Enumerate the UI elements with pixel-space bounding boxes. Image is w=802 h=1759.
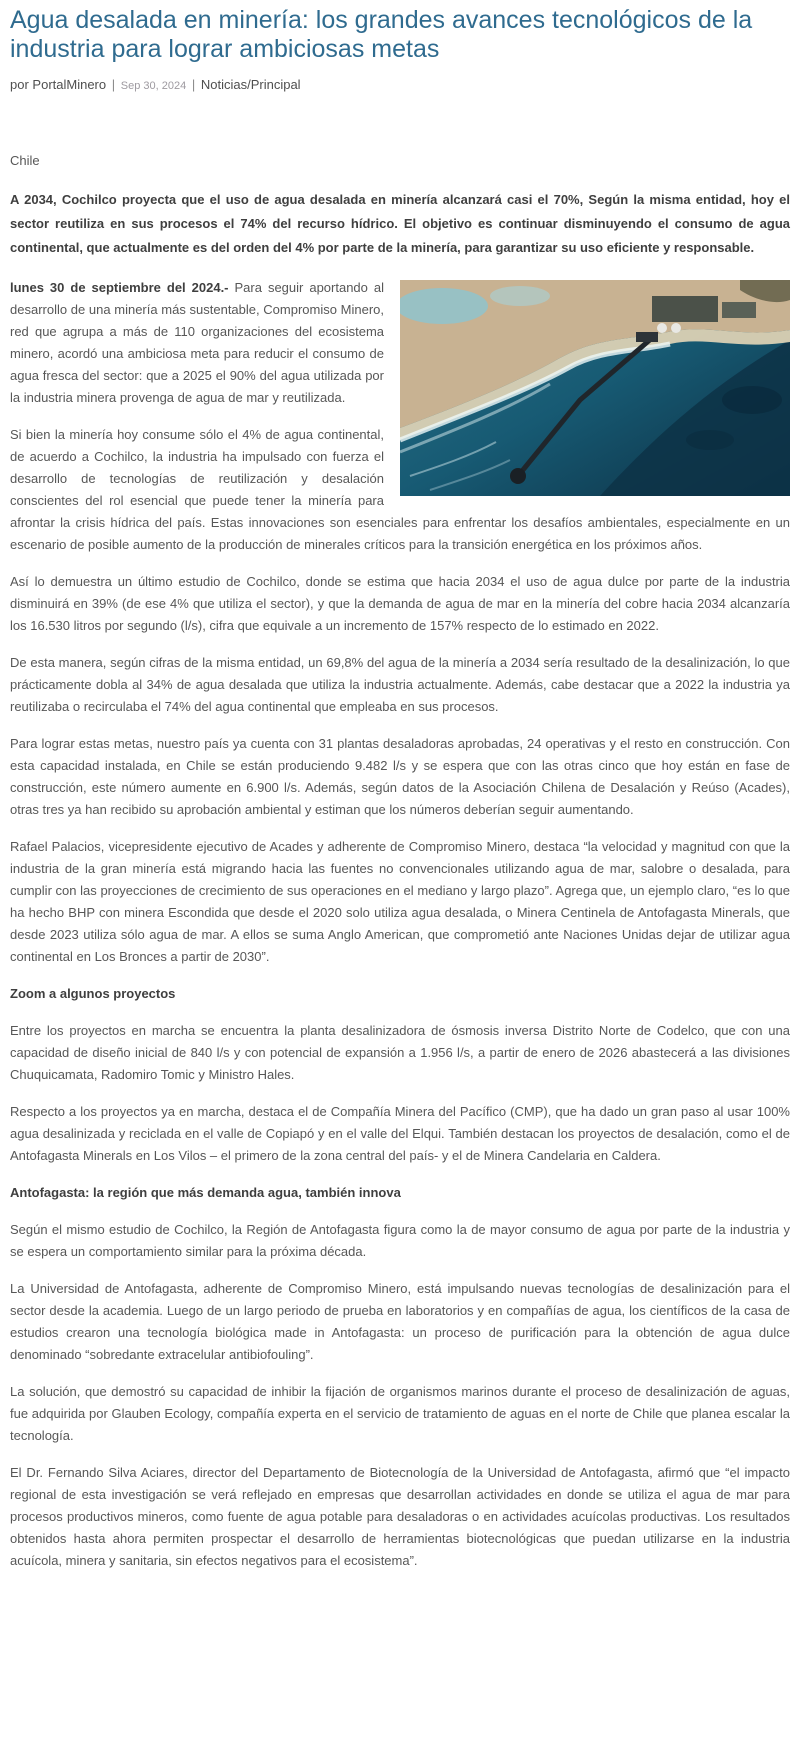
lead-paragraph: A 2034, Cochilco proyecta que el uso de agua desalada en minería alcanzará casi el 70%, Según la misma entidad, hoy el sector reutiliza en sus procesos el 74% del recurso hídrico. El objetivo es continuar disminuyendo el consumo de agua continental, que actualmente es del orden del 4% por parte de la minería, para garantizar su uso eficiente y responsable. <box>10 192 790 255</box>
paragraph: El Dr. Fernando Silva Aciares, director del Departamento de Biotecnología de la Universidad de Antofagasta, afirmó que “el impacto regional de esta investigación se verá reflejado en empresas que desarrollan actividades en donde se utiliza el agua de mar para procesos productivos mineros, como fuente de agua potable para desaladoras o en actividades acuícolas productivas. Los resultados obtenidos hasta ahora permiten prospectar el desarrollo de herramientas biotecnológicas que puedan utilizarse en la industria acuícola, minera y sanitaria, sin efectos negativos para el ecosistema”. <box>10 1465 790 1568</box>
category-link[interactable]: Noticias/Principal <box>200 77 301 92</box>
meta-separator: | <box>191 77 196 92</box>
paragraph: De esta manera, según cifras de la misma entidad, un 69,8% del agua de la minería a 2034 sería resultado de la desalinización, lo que prácticamente dobla al 34% de agua desalada que utiliza la industria actualmente. Además, cabe destacar que a 2022 la industria ya reutilizaba o recirculaba el 74% del agua continental que empleaba en sus procesos. <box>10 655 790 714</box>
location-label: Chile <box>10 153 40 168</box>
paragraph: La solución, que demostró su capacidad de inhibir la fijación de organismos marinos durante el proceso de desalinización de aguas, fue adquirida por Glauben Ecology, compañía experta en el servicio de tratamiento de aguas en el norte de Chile que planea escalar la tecnología. <box>10 1384 790 1443</box>
paragraph: Entre los proyectos en marcha se encuentra la planta desalinizadora de ósmosis inversa Distrito Norte de Codelco, que con una capacidad de diseño inicial de 840 l/s y con potencial de expansión a 1.956 l/s, a partir de enero de 2026 abastecerá a las divisiones Chuquicamata, Radomiro Tomic y Ministro Hales. <box>10 1023 790 1082</box>
section-heading-antofagasta: Antofagasta: la región que más demanda agua, también innova <box>10 1185 401 1200</box>
paragraph: Así lo demuestra un último estudio de Cochilco, donde se estima que hacia 2034 el uso de agua dulce por parte de la industria disminuirá en 39% (de ese 4% que utiliza el sector), y que la demanda de agua de mar en la minería del cobre hacia 2034 alcanzaría los 16.530 litros por segundo (l/s), cifra que equivale a un incremento de 157% respecto de lo estimado en 2022. <box>10 574 790 633</box>
coastline-aerial-image <box>400 280 790 496</box>
intro-date-lead: lunes 30 de septiembre del 2024.- <box>10 280 229 295</box>
paragraph: Rafael Palacios, vicepresidente ejecutivo de Acades y adherente de Compromiso Minero, destaca “la velocidad y magnitud con que la industria de la gran minería está migrando hacia las fuentes no convencionales utilizando agua de mar, salobre o desalada, para cumplir con las proyecciones de crecimiento de sus operaciones en el mediano y largo plazo”. Agrega que, un ejemplo claro, “es lo que ha hecho BHP con minera Escondida que desde el 2020 solo utiliza agua desalada, o Minera Centinela de Antofagasta Minerals, que desde 2023 utiliza sólo agua de mar. A ellos se suma Anglo American, que comprometió ante Naciones Unidas dejar de utilizar agua continental en Los Bronces a partir de 2030”. <box>10 839 790 964</box>
author-link[interactable]: PortalMinero <box>32 77 107 92</box>
paragraph: Si bien la minería hoy consume sólo el 4% de agua continental, de acuerdo a Cochilco, la industria ha impulsado con fuerza el desarrollo de tecnologías de reutilización y desalación conscientes del rol esencial que puede tener la minería para afrontar la crisis hídrica del país. Estas innovaciones son esenciales para enfrentar los desafíos ambientales, especialmente en un escenario de posible aumento de la producción de minerales críticos para la transición energética en los próximos años. <box>10 427 790 552</box>
paragraph: Para lograr estas metas, nuestro país ya cuenta con 31 plantas desaladoras aprobadas, 24 operativas y el resto en construcción. Con esta capacidad instalada, en Chile se están produciendo 9.482 l/s y se espera que con las otras cinco que hoy están en fase de construcción, este número aumente en 6.900 l/s. Además, según datos de la Asociación Chilena de Desalación y Reúso (Acades), otras tres ya han recibido su aprobación ambiental y estiman que los números deberían seguir aumentando. <box>10 736 790 817</box>
paragraph: Respecto a los proyectos ya en marcha, destaca el de Compañía Minera del Pacífico (CMP), que ha dado un gran paso al usar 100% agua desalinizada y reciclada en el valle de Copiapó y en el valle del Elqui. También destacan los proyectos de desalación, como el de Antofagasta Minerals en Los Vilos – el primero de la zona central del país- y el de Minera Candelaria en Caldera. <box>10 1104 790 1163</box>
article-photo <box>400 280 790 496</box>
post-date: Sep 30, 2024 <box>120 80 187 92</box>
meta-separator: | <box>111 77 116 92</box>
section-heading-zoom: Zoom a algunos proyectos <box>10 986 176 1001</box>
post-meta <box>10 76 790 95</box>
article-title: Agua desalada en minería: los grandes avances tecnológicos de la industria para lograr ambiciosas metas <box>10 6 753 63</box>
paragraph: La Universidad de Antofagasta, adherente de Compromiso Minero, está impulsando nuevas tecnologías de desalinización para el sector desde la academia. Luego de un largo periodo de prueba en laboratorios y en compañías de agua, los científicos de la casa de estudios crearon una tecnología biológica made in Antofagasta: un proceso de purificación para la obtención de agua dulce denominado “sobredante extracelular antibiofouling”. <box>10 1281 790 1362</box>
byline-prefix: por <box>10 77 29 92</box>
intro-text: Para seguir aportando al desarrollo de una minería más sustentable, Compromiso Minero, red que agrupa a más de 110 organizaciones del ecosistema minero, acordó una ambiciosa meta para reducir el consumo de agua fresca del sector: que a 2025 el 90% del agua utilizada por la industria minera provenga de agua de mar y reutilizada. <box>10 280 384 405</box>
paragraph: Según el mismo estudio de Cochilco, la Región de Antofagasta figura como la de mayor consumo de agua por parte de la industria y se espera un comportamiento similar para la próxima década. <box>10 1222 790 1259</box>
